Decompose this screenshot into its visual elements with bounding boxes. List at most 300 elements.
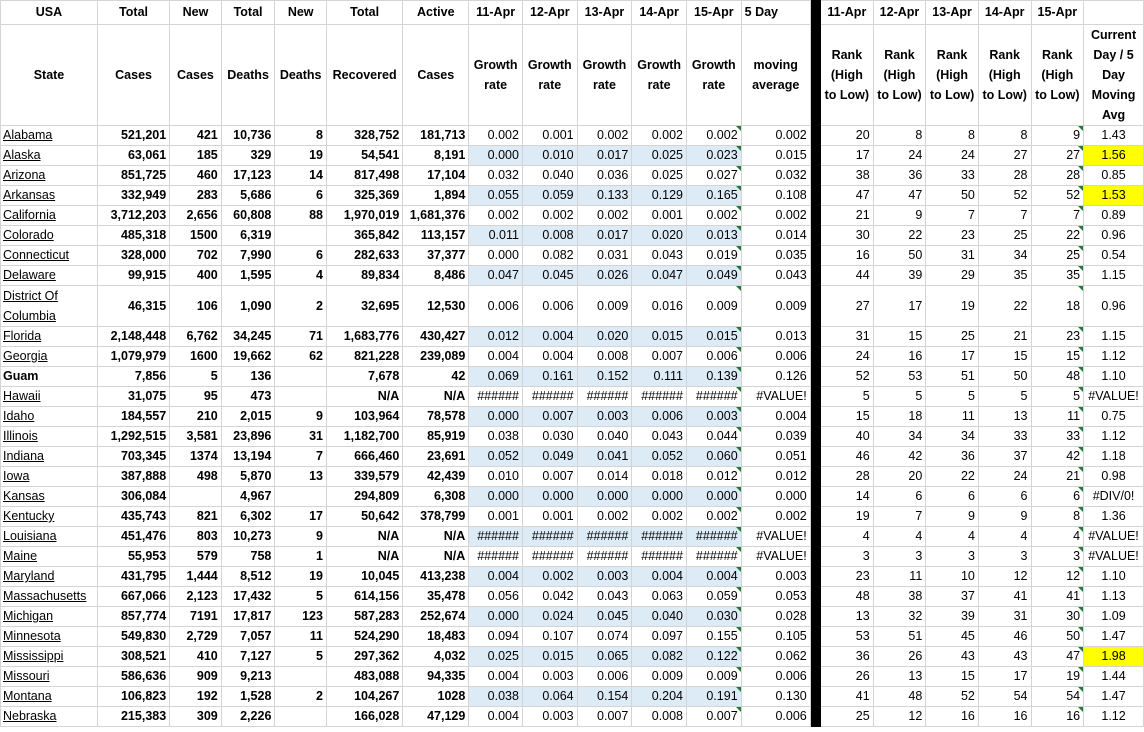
count-cell[interactable]: 325,369 (326, 186, 402, 206)
count-cell[interactable]: 521,201 (97, 126, 169, 146)
state-name-link[interactable]: Alabama (1, 126, 98, 146)
count-cell[interactable]: 282,633 (326, 246, 402, 266)
state-name-link[interactable]: Nebraska (1, 707, 98, 727)
rank-cell[interactable]: 11 (1031, 407, 1084, 427)
count-cell[interactable]: 2,015 (221, 407, 275, 427)
growth-rate-cell[interactable]: 0.000 (469, 487, 523, 507)
count-cell[interactable]: 12,530 (403, 286, 469, 327)
count-cell[interactable]: 1,894 (403, 186, 469, 206)
rank-cell[interactable]: 23 (821, 567, 874, 587)
growth-rate-cell[interactable]: ###### (632, 527, 687, 547)
count-cell[interactable]: 435,743 (97, 507, 169, 527)
growth-rate-cell[interactable]: 0.002 (522, 567, 577, 587)
count-cell[interactable]: 185 (170, 146, 222, 166)
growth-rate-cell[interactable]: 0.036 (577, 166, 632, 186)
count-cell[interactable]: 8 (275, 126, 327, 146)
growth-rate-cell[interactable]: 0.026 (577, 266, 632, 286)
rank-cell[interactable]: 54 (978, 687, 1031, 707)
growth-rate-cell[interactable]: 0.040 (632, 607, 687, 627)
rank-cell[interactable]: 6 (926, 487, 979, 507)
growth-rate-cell[interactable]: 0.019 (686, 246, 741, 266)
rank-cell[interactable]: 22 (1031, 226, 1084, 246)
rank-cell[interactable]: 15 (1031, 347, 1084, 367)
growth-rate-cell[interactable]: 0.045 (577, 607, 632, 627)
rank-cell[interactable]: 3 (978, 547, 1031, 567)
count-cell[interactable]: 184,557 (97, 407, 169, 427)
count-cell[interactable]: N/A (326, 527, 402, 547)
growth-rate-cell[interactable]: 0.031 (577, 246, 632, 266)
growth-rate-cell[interactable]: ###### (522, 387, 577, 407)
header-top-cell-12[interactable]: 5 Day (741, 1, 810, 25)
rank-cell[interactable]: 8 (873, 126, 926, 146)
rank-cell[interactable]: 19 (1031, 667, 1084, 687)
rank-cell[interactable]: 36 (926, 447, 979, 467)
count-cell[interactable]: 50,642 (326, 507, 402, 527)
growth-rate-cell[interactable]: ###### (577, 547, 632, 567)
rank-cell[interactable]: 5 (821, 387, 874, 407)
growth-rate-cell[interactable]: 0.002 (522, 206, 577, 226)
rank-cell[interactable]: 23 (926, 226, 979, 246)
count-cell[interactable]: 6,308 (403, 487, 469, 507)
count-cell[interactable]: 1600 (170, 347, 222, 367)
growth-rate-cell[interactable]: 0.009 (632, 667, 687, 687)
moving-average-cell[interactable]: 0.013 (741, 327, 810, 347)
rank-cell[interactable]: 31 (926, 246, 979, 266)
growth-rate-cell[interactable]: 0.025 (632, 146, 687, 166)
current-vs-avg-cell[interactable]: 0.54 (1084, 246, 1144, 266)
growth-rate-cell[interactable]: 0.015 (522, 647, 577, 667)
growth-rate-cell[interactable]: 0.009 (577, 286, 632, 327)
growth-rate-cell[interactable]: 0.000 (469, 246, 523, 266)
growth-rate-cell[interactable]: 0.008 (577, 347, 632, 367)
moving-average-cell[interactable]: 0.126 (741, 367, 810, 387)
count-cell[interactable]: 821 (170, 507, 222, 527)
growth-rate-cell[interactable]: 0.007 (522, 407, 577, 427)
header-main-cell-17[interactable]: Rank (High to Low) (1031, 25, 1084, 126)
rank-cell[interactable]: 4 (978, 527, 1031, 547)
rank-cell[interactable]: 25 (821, 707, 874, 727)
growth-rate-cell[interactable]: 0.030 (522, 427, 577, 447)
moving-average-cell[interactable]: 0.004 (741, 407, 810, 427)
current-vs-avg-cell[interactable]: #VALUE! (1084, 387, 1144, 407)
count-cell[interactable]: 524,290 (326, 627, 402, 647)
moving-average-cell[interactable]: 0.012 (741, 467, 810, 487)
rank-cell[interactable]: 31 (978, 607, 1031, 627)
growth-rate-cell[interactable]: 0.001 (522, 126, 577, 146)
count-cell[interactable]: 1374 (170, 447, 222, 467)
count-cell[interactable]: 857,774 (97, 607, 169, 627)
state-name-link[interactable]: Kansas (1, 487, 98, 507)
rank-cell[interactable]: 10 (926, 567, 979, 587)
rank-cell[interactable]: 25 (978, 226, 1031, 246)
growth-rate-cell[interactable]: ###### (522, 547, 577, 567)
header-top-cell-6[interactable]: Active (403, 1, 469, 25)
rank-cell[interactable]: 22 (926, 467, 979, 487)
count-cell[interactable]: 431,795 (97, 567, 169, 587)
current-vs-avg-cell[interactable]: #VALUE! (1084, 527, 1144, 547)
header-top-cell-18[interactable] (1084, 1, 1144, 25)
rank-cell[interactable]: 39 (873, 266, 926, 286)
count-cell[interactable]: 123 (275, 607, 327, 627)
count-cell[interactable]: 667,066 (97, 587, 169, 607)
growth-rate-cell[interactable]: 0.018 (632, 467, 687, 487)
rank-cell[interactable]: 4 (821, 527, 874, 547)
count-cell[interactable]: 2,123 (170, 587, 222, 607)
count-cell[interactable]: 702 (170, 246, 222, 266)
rank-cell[interactable]: 15 (821, 407, 874, 427)
moving-average-cell[interactable]: 0.032 (741, 166, 810, 186)
growth-rate-cell[interactable]: 0.002 (686, 206, 741, 226)
state-name-link[interactable]: Louisiana (1, 527, 98, 547)
rank-cell[interactable]: 41 (821, 687, 874, 707)
count-cell[interactable]: 34,245 (221, 327, 275, 347)
rank-cell[interactable]: 34 (873, 427, 926, 447)
moving-average-cell[interactable]: 0.043 (741, 266, 810, 286)
growth-rate-cell[interactable]: 0.000 (469, 146, 523, 166)
rank-cell[interactable]: 22 (978, 286, 1031, 327)
growth-rate-cell[interactable]: 0.004 (469, 567, 523, 587)
growth-rate-cell[interactable]: 0.056 (469, 587, 523, 607)
growth-rate-cell[interactable]: 0.008 (632, 707, 687, 727)
count-cell[interactable]: 387,888 (97, 467, 169, 487)
count-cell[interactable]: 1500 (170, 226, 222, 246)
rank-cell[interactable]: 5 (1031, 387, 1084, 407)
growth-rate-cell[interactable]: 0.004 (469, 347, 523, 367)
rank-cell[interactable]: 48 (1031, 367, 1084, 387)
rank-cell[interactable]: 8 (978, 126, 1031, 146)
header-main-cell-8[interactable]: Growth rate (522, 25, 577, 126)
growth-rate-cell[interactable]: 0.010 (522, 146, 577, 166)
growth-rate-cell[interactable]: 0.002 (632, 126, 687, 146)
rank-cell[interactable]: 33 (978, 427, 1031, 447)
growth-rate-cell[interactable]: 0.009 (686, 286, 741, 327)
count-cell[interactable]: 6,302 (221, 507, 275, 527)
rank-cell[interactable]: 23 (1031, 327, 1084, 347)
count-cell[interactable]: 47,129 (403, 707, 469, 727)
count-cell[interactable]: 8,191 (403, 146, 469, 166)
rank-cell[interactable]: 5 (978, 387, 1031, 407)
count-cell[interactable]: 1,681,376 (403, 206, 469, 226)
rank-cell[interactable]: 4 (926, 527, 979, 547)
state-name-link[interactable]: Georgia (1, 347, 98, 367)
rank-cell[interactable]: 8 (926, 126, 979, 146)
count-cell[interactable]: 1,079,979 (97, 347, 169, 367)
moving-average-cell[interactable]: #VALUE! (741, 387, 810, 407)
rank-cell[interactable]: 11 (873, 567, 926, 587)
header-main-cell-5[interactable]: Recovered (326, 25, 402, 126)
rank-cell[interactable]: 53 (821, 627, 874, 647)
rank-cell[interactable]: 17 (926, 347, 979, 367)
rank-cell[interactable]: 15 (978, 347, 1031, 367)
growth-rate-cell[interactable]: 0.016 (632, 286, 687, 327)
growth-rate-cell[interactable]: ###### (577, 387, 632, 407)
count-cell[interactable]: 19 (275, 146, 327, 166)
count-cell[interactable]: 37,377 (403, 246, 469, 266)
count-cell[interactable]: N/A (403, 527, 469, 547)
count-cell[interactable]: 17,432 (221, 587, 275, 607)
count-cell[interactable]: 758 (221, 547, 275, 567)
rank-cell[interactable]: 12 (873, 707, 926, 727)
rank-cell[interactable]: 21 (978, 327, 1031, 347)
current-vs-avg-cell[interactable]: 1.36 (1084, 507, 1144, 527)
growth-rate-cell[interactable]: 0.052 (469, 447, 523, 467)
moving-average-cell[interactable]: 0.130 (741, 687, 810, 707)
header-top-cell-10[interactable]: 14-Apr (632, 1, 687, 25)
count-cell[interactable]: 5 (275, 587, 327, 607)
header-main-cell-7[interactable]: Growth rate (469, 25, 523, 126)
rank-cell[interactable]: 35 (978, 266, 1031, 286)
growth-rate-cell[interactable]: 0.004 (522, 327, 577, 347)
count-cell[interactable]: 817,498 (326, 166, 402, 186)
count-cell[interactable] (275, 226, 327, 246)
count-cell[interactable]: 339,579 (326, 467, 402, 487)
rank-cell[interactable]: 18 (1031, 286, 1084, 327)
count-cell[interactable]: 13 (275, 467, 327, 487)
count-cell[interactable]: 6 (275, 246, 327, 266)
growth-rate-cell[interactable]: 0.097 (632, 627, 687, 647)
rank-cell[interactable]: 53 (873, 367, 926, 387)
rank-cell[interactable]: 16 (926, 707, 979, 727)
current-vs-avg-cell[interactable]: 0.89 (1084, 206, 1144, 226)
growth-rate-cell[interactable]: 0.059 (686, 587, 741, 607)
current-vs-avg-cell[interactable]: 1.12 (1084, 347, 1144, 367)
state-name-link[interactable]: Alaska (1, 146, 98, 166)
growth-rate-cell[interactable]: ###### (469, 547, 523, 567)
growth-rate-cell[interactable]: 0.152 (577, 367, 632, 387)
growth-rate-cell[interactable]: 0.154 (577, 687, 632, 707)
count-cell[interactable]: 294,809 (326, 487, 402, 507)
header-main-cell-2[interactable]: Cases (170, 25, 222, 126)
growth-rate-cell[interactable]: 0.015 (686, 327, 741, 347)
count-cell[interactable]: 46,315 (97, 286, 169, 327)
rank-cell[interactable]: 47 (873, 186, 926, 206)
count-cell[interactable]: 1,444 (170, 567, 222, 587)
growth-rate-cell[interactable]: 0.006 (686, 347, 741, 367)
rank-cell[interactable]: 16 (1031, 707, 1084, 727)
current-vs-avg-cell[interactable]: 1.10 (1084, 367, 1144, 387)
header-top-cell-17[interactable]: 15-Apr (1031, 1, 1084, 25)
count-cell[interactable]: 8,512 (221, 567, 275, 587)
growth-rate-cell[interactable]: 0.041 (577, 447, 632, 467)
moving-average-cell[interactable]: 0.062 (741, 647, 810, 667)
count-cell[interactable]: 3,581 (170, 427, 222, 447)
rank-cell[interactable]: 19 (926, 286, 979, 327)
current-vs-avg-cell[interactable]: 1.56 (1084, 146, 1144, 166)
current-vs-avg-cell[interactable]: 1.98 (1084, 647, 1144, 667)
growth-rate-cell[interactable]: 0.011 (469, 226, 523, 246)
rank-cell[interactable]: 37 (978, 447, 1031, 467)
growth-rate-cell[interactable]: 0.010 (469, 467, 523, 487)
growth-rate-cell[interactable]: 0.017 (577, 226, 632, 246)
growth-rate-cell[interactable]: 0.001 (469, 507, 523, 527)
header-top-cell-13[interactable]: 11-Apr (821, 1, 874, 25)
count-cell[interactable]: 239,089 (403, 347, 469, 367)
growth-rate-cell[interactable]: 0.006 (522, 286, 577, 327)
rank-cell[interactable]: 7 (873, 507, 926, 527)
header-top-cell-5[interactable]: Total (326, 1, 402, 25)
current-vs-avg-cell[interactable]: 1.15 (1084, 327, 1144, 347)
rank-cell[interactable]: 33 (926, 166, 979, 186)
rank-cell[interactable]: 44 (821, 266, 874, 286)
growth-rate-cell[interactable]: 0.003 (686, 407, 741, 427)
rank-cell[interactable]: 7 (926, 206, 979, 226)
rank-cell[interactable]: 46 (821, 447, 874, 467)
rank-cell[interactable]: 25 (926, 327, 979, 347)
count-cell[interactable]: 430,427 (403, 327, 469, 347)
rank-cell[interactable]: 31 (821, 327, 874, 347)
rank-cell[interactable]: 22 (873, 226, 926, 246)
count-cell[interactable]: N/A (326, 547, 402, 567)
rank-cell[interactable]: 3 (1031, 547, 1084, 567)
count-cell[interactable]: 17,817 (221, 607, 275, 627)
count-cell[interactable]: 365,842 (326, 226, 402, 246)
rank-cell[interactable]: 36 (873, 166, 926, 186)
count-cell[interactable]: 821,228 (326, 347, 402, 367)
rank-cell[interactable]: 36 (821, 647, 874, 667)
rank-cell[interactable]: 47 (821, 186, 874, 206)
count-cell[interactable]: 8,486 (403, 266, 469, 286)
header-top-cell-16[interactable]: 14-Apr (978, 1, 1031, 25)
moving-average-cell[interactable]: 0.039 (741, 427, 810, 447)
state-name-link[interactable]: Maryland (1, 567, 98, 587)
state-name-link[interactable]: Montana (1, 687, 98, 707)
count-cell[interactable]: 103,964 (326, 407, 402, 427)
count-cell[interactable]: 460 (170, 166, 222, 186)
growth-rate-cell[interactable]: 0.007 (686, 707, 741, 727)
growth-rate-cell[interactable]: 0.004 (469, 707, 523, 727)
state-name-link[interactable]: Idaho (1, 407, 98, 427)
count-cell[interactable]: 297,362 (326, 647, 402, 667)
count-cell[interactable]: 586,636 (97, 667, 169, 687)
count-cell[interactable]: 3,712,203 (97, 206, 169, 226)
count-cell[interactable]: 166,028 (326, 707, 402, 727)
growth-rate-cell[interactable]: 0.165 (686, 186, 741, 206)
growth-rate-cell[interactable]: 0.003 (522, 707, 577, 727)
rank-cell[interactable]: 28 (821, 467, 874, 487)
rank-cell[interactable]: 11 (926, 407, 979, 427)
count-cell[interactable]: 10,045 (326, 567, 402, 587)
state-name-link[interactable]: Arizona (1, 166, 98, 186)
count-cell[interactable]: 9 (275, 527, 327, 547)
count-cell[interactable] (275, 707, 327, 727)
count-cell[interactable]: 1,528 (221, 687, 275, 707)
count-cell[interactable]: 1 (275, 547, 327, 567)
state-name-link[interactable]: Indiana (1, 447, 98, 467)
current-vs-avg-cell[interactable]: 0.85 (1084, 166, 1144, 186)
header-main-cell-10[interactable]: Growth rate (632, 25, 687, 126)
count-cell[interactable]: 410 (170, 647, 222, 667)
rank-cell[interactable]: 38 (873, 587, 926, 607)
count-cell[interactable]: 88 (275, 206, 327, 226)
growth-rate-cell[interactable]: ###### (522, 527, 577, 547)
growth-rate-cell[interactable]: 0.052 (632, 447, 687, 467)
moving-average-cell[interactable]: #VALUE! (741, 527, 810, 547)
rank-cell[interactable]: 7 (978, 206, 1031, 226)
count-cell[interactable]: 329 (221, 146, 275, 166)
rank-cell[interactable]: 12 (1031, 567, 1084, 587)
growth-rate-cell[interactable]: 0.059 (522, 186, 577, 206)
rank-cell[interactable]: 14 (821, 487, 874, 507)
current-vs-avg-cell[interactable]: 0.96 (1084, 226, 1144, 246)
rank-cell[interactable]: 3 (821, 547, 874, 567)
rank-cell[interactable]: 17 (978, 667, 1031, 687)
count-cell[interactable]: 99,915 (97, 266, 169, 286)
growth-rate-cell[interactable]: 0.006 (469, 286, 523, 327)
header-top-cell-8[interactable]: 12-Apr (522, 1, 577, 25)
growth-rate-cell[interactable]: 0.015 (632, 327, 687, 347)
count-cell[interactable]: 614,156 (326, 587, 402, 607)
current-vs-avg-cell[interactable]: 1.47 (1084, 627, 1144, 647)
header-top-cell-4[interactable]: New (275, 1, 327, 25)
count-cell[interactable]: 78,578 (403, 407, 469, 427)
count-cell[interactable]: 104,267 (326, 687, 402, 707)
moving-average-cell[interactable]: 0.003 (741, 567, 810, 587)
growth-rate-cell[interactable]: 0.094 (469, 627, 523, 647)
rank-cell[interactable]: 41 (1031, 587, 1084, 607)
count-cell[interactable]: 215,383 (97, 707, 169, 727)
count-cell[interactable]: 1,182,700 (326, 427, 402, 447)
rank-cell[interactable]: 15 (873, 327, 926, 347)
count-cell[interactable]: 35,478 (403, 587, 469, 607)
growth-rate-cell[interactable]: 0.043 (632, 246, 687, 266)
growth-rate-cell[interactable]: 0.012 (469, 327, 523, 347)
growth-rate-cell[interactable]: 0.004 (632, 567, 687, 587)
growth-rate-cell[interactable]: 0.006 (632, 407, 687, 427)
growth-rate-cell[interactable]: ###### (632, 387, 687, 407)
count-cell[interactable]: 23,896 (221, 427, 275, 447)
count-cell[interactable]: 55,953 (97, 547, 169, 567)
moving-average-cell[interactable]: 0.051 (741, 447, 810, 467)
growth-rate-cell[interactable]: 0.042 (522, 587, 577, 607)
growth-rate-cell[interactable]: 0.040 (577, 427, 632, 447)
growth-rate-cell[interactable]: 0.047 (469, 266, 523, 286)
moving-average-cell[interactable]: 0.002 (741, 206, 810, 226)
growth-rate-cell[interactable]: 0.030 (686, 607, 741, 627)
state-name-link[interactable]: Guam (1, 367, 98, 387)
growth-rate-cell[interactable]: 0.055 (469, 186, 523, 206)
rank-cell[interactable]: 51 (873, 627, 926, 647)
rank-cell[interactable]: 52 (821, 367, 874, 387)
growth-rate-cell[interactable]: 0.003 (522, 667, 577, 687)
rank-cell[interactable]: 24 (926, 146, 979, 166)
count-cell[interactable]: 308,521 (97, 647, 169, 667)
count-cell[interactable]: 1,292,515 (97, 427, 169, 447)
count-cell[interactable]: 703,345 (97, 447, 169, 467)
growth-rate-cell[interactable]: 0.007 (632, 347, 687, 367)
growth-rate-cell[interactable]: 0.043 (577, 587, 632, 607)
count-cell[interactable]: 451,476 (97, 527, 169, 547)
header-top-cell-1[interactable]: Total (97, 1, 169, 25)
growth-rate-cell[interactable]: 0.001 (522, 507, 577, 527)
count-cell[interactable] (275, 487, 327, 507)
growth-rate-cell[interactable]: 0.064 (522, 687, 577, 707)
growth-rate-cell[interactable]: 0.107 (522, 627, 577, 647)
growth-rate-cell[interactable]: ###### (469, 527, 523, 547)
growth-rate-cell[interactable]: 0.000 (469, 607, 523, 627)
growth-rate-cell[interactable]: 0.038 (469, 687, 523, 707)
rank-cell[interactable]: 52 (978, 186, 1031, 206)
count-cell[interactable]: 306,084 (97, 487, 169, 507)
count-cell[interactable]: 85,919 (403, 427, 469, 447)
count-cell[interactable]: 283 (170, 186, 222, 206)
rank-cell[interactable]: 5 (926, 387, 979, 407)
growth-rate-cell[interactable]: 0.004 (522, 347, 577, 367)
rank-cell[interactable]: 39 (926, 607, 979, 627)
growth-rate-cell[interactable]: 0.161 (522, 367, 577, 387)
count-cell[interactable]: 413,238 (403, 567, 469, 587)
rank-cell[interactable]: 16 (978, 707, 1031, 727)
count-cell[interactable]: 19,662 (221, 347, 275, 367)
